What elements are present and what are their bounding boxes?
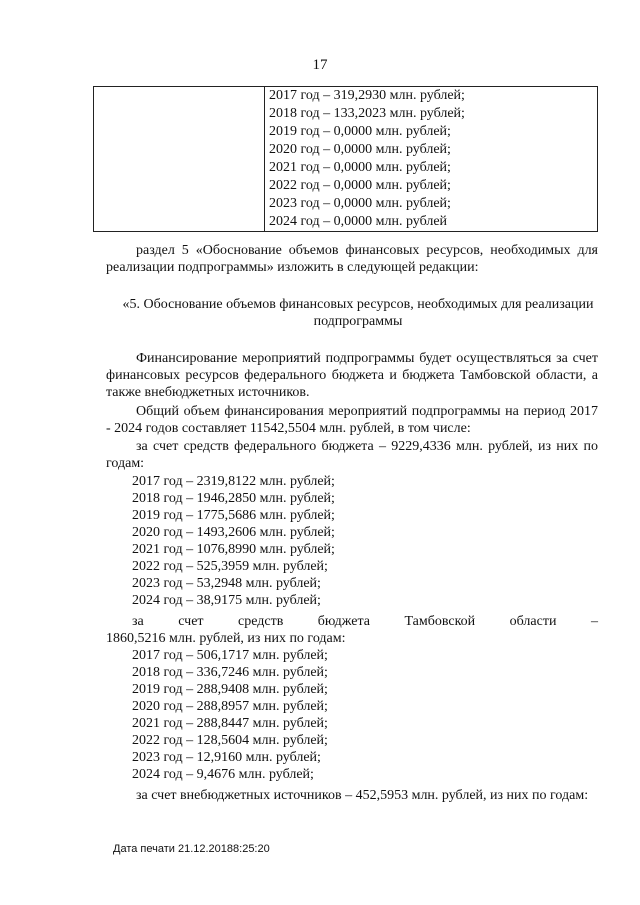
list-item: 2023 год – 12,9160 млн. рублей; [132, 750, 321, 765]
list-item: 2023 год – 53,2948 млн. рублей; [132, 576, 321, 591]
table-line: 2021 год – 0,0000 млн. рублей; [269, 160, 451, 175]
list-item: 2020 год – 288,8957 млн. рублей; [132, 699, 328, 714]
funding-table [93, 86, 598, 232]
table-line: 2018 год – 133,2023 млн. рублей; [269, 106, 465, 121]
list-item: 2024 год – 9,4676 млн. рублей; [132, 767, 314, 782]
list-item: 2017 год – 506,1717 млн. рублей; [132, 648, 328, 663]
list-item: 2022 год – 525,3959 млн. рублей; [132, 559, 328, 574]
list-item: 2022 год – 128,5604 млн. рублей; [132, 733, 328, 748]
regional-intro-rest: 1860,5216 млн. рублей, из них по годам: [106, 631, 346, 646]
list-item: 2019 год – 288,9408 млн. рублей; [132, 682, 328, 697]
word: счет [178, 614, 204, 629]
list-item: 2018 год – 1946,2850 млн. рублей; [132, 491, 335, 506]
print-date-footer: Дата печати 21.12.20188:25:20 [113, 843, 270, 855]
page-number: 17 [312, 57, 328, 73]
regional-intro [118, 613, 598, 630]
federal-intro: за счет средств федерального бюджета – 9229,4336 млн. рублей, из них по годам: [106, 439, 598, 471]
section-heading: «5. Обоснование объемов финансовых ресурсов, необходимых для реализации подпрограммы [122, 297, 594, 329]
table-line: 2022 год – 0,0000 млн. рублей; [269, 178, 451, 193]
table-line: 2024 год – 0,0000 млн. рублей [269, 214, 448, 229]
word: за [132, 614, 144, 629]
federal-years-list [118, 473, 598, 609]
word: Тамбовской [404, 614, 476, 629]
word: средств [238, 614, 284, 629]
list-item: 2020 год – 1493,2606 млн. рублей; [132, 525, 335, 540]
table-line: 2019 год – 0,0000 млн. рублей; [269, 124, 451, 139]
financing-paragraph: Финансирование мероприятий подпрограммы будет осуществляться за счет финансовых ресурсов федерального бюджета и бюджета Тамбовской области, а также внебюджетных источников. [106, 351, 598, 400]
word: – [590, 614, 598, 629]
regional-years-list [118, 647, 598, 783]
word: области [509, 614, 557, 629]
table-line: 2020 год – 0,0000 млн. рублей; [269, 142, 451, 157]
list-item: 2024 год – 38,9175 млн. рублей; [132, 593, 321, 608]
extrabudget-intro: за счет внебюджетных источников – 452,5953 млн. рублей, из них по годам: [136, 788, 589, 803]
word: бюджета [317, 614, 370, 629]
list-item: 2021 год – 1076,8990 млн. рублей; [132, 542, 335, 557]
table-line: 2023 год – 0,0000 млн. рублей; [269, 196, 451, 211]
list-item: 2021 год – 288,8447 млн. рублей; [132, 716, 328, 731]
table-left-cell [94, 87, 265, 232]
regional-intro-line [118, 613, 598, 630]
list-item: 2018 год – 336,7246 млн. рублей; [132, 665, 328, 680]
intro-paragraph: раздел 5 «Обоснование объемов финансовых ресурсов, необходимых для реализации подпрограммы» изложить в следующей редакции: [106, 243, 598, 275]
table-line: 2017 год – 319,2930 млн. рублей; [269, 88, 465, 103]
total-paragraph: Общий объем финансирования мероприятий подпрограммы на период 2017 - 2024 годов составляет 11542,5504 млн. рублей, в том числе: [106, 404, 598, 436]
list-item: 2017 год – 2319,8122 млн. рублей; [132, 474, 335, 489]
table-right-cell [265, 87, 598, 232]
list-item: 2019 год – 1775,5686 млн. рублей; [132, 508, 335, 523]
